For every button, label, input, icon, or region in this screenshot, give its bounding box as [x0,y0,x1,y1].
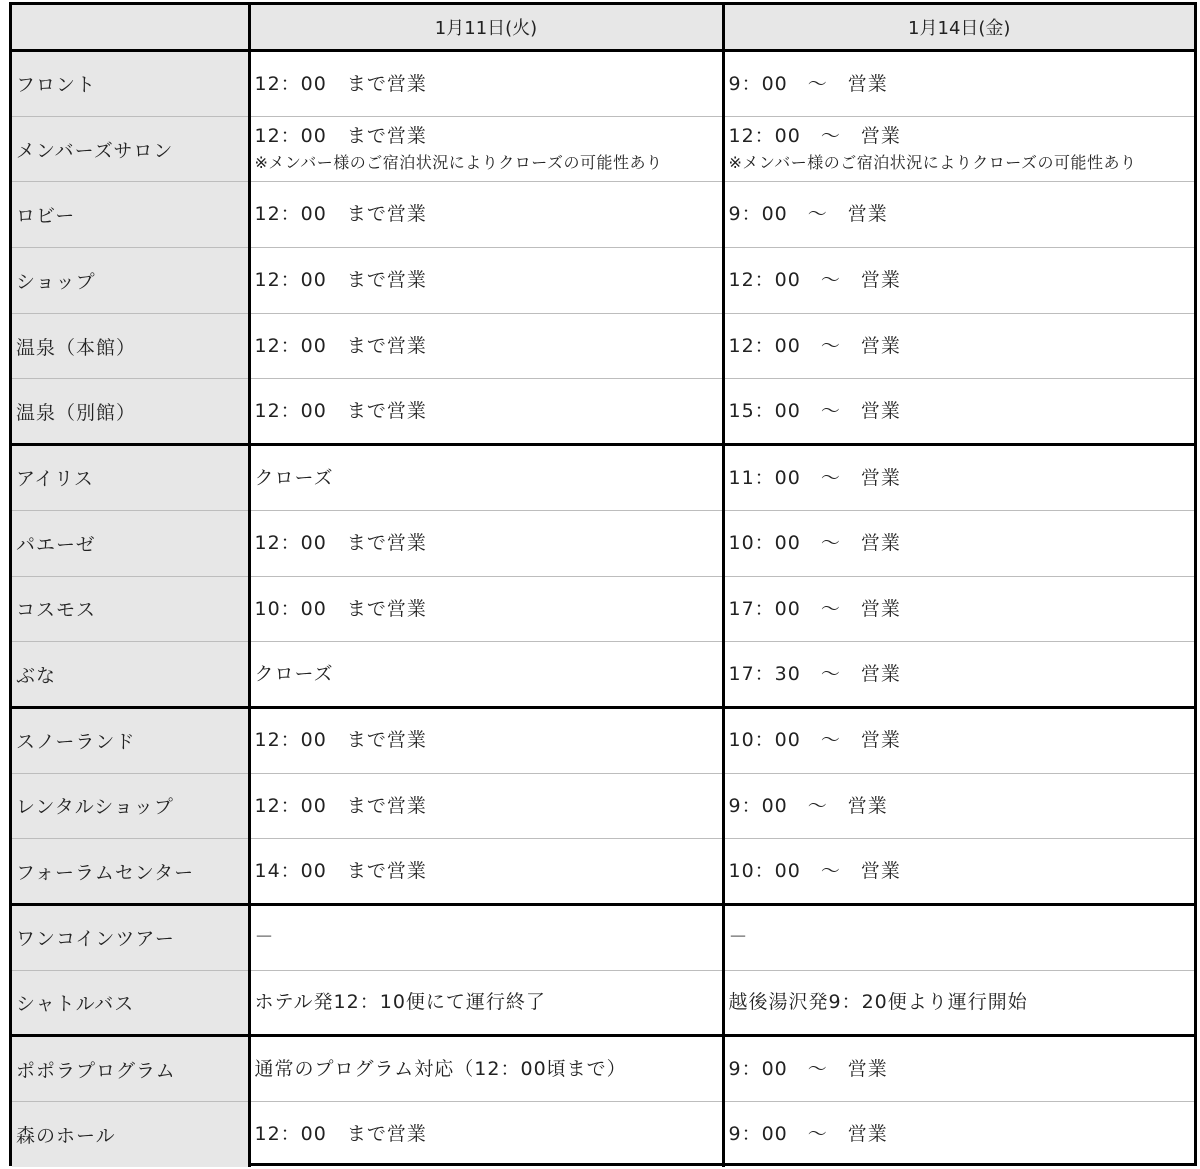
hours-text: 12：00 まで営業 [254,269,427,292]
facility-name: ショップ [12,248,249,314]
hours-text: 14：00 まで営業 [254,859,427,882]
hours-text: 10：00 ～ 営業 [728,729,901,752]
hours-text: 12：00 まで営業 [254,334,427,357]
facility-name: シャトルバス [12,970,249,1036]
facility-name: 森のホール [12,1102,249,1168]
hours-day-1 [249,379,723,445]
hours-day-1 [249,313,723,379]
facility-name: メンバーズサロン [12,116,249,182]
hours-day-1 [249,445,723,511]
hours-text: 10：00 まで営業 [254,597,427,620]
hours-text: 12：00 まで営業 [254,124,427,147]
facility-name: フォーラムセンター [12,839,249,905]
facility-name: レンタルショップ [12,773,249,839]
hours-text: 9：00 ～ 営業 [728,203,888,226]
facility-name: 温泉（別館） [12,379,249,445]
hours-day-2 [723,182,1194,248]
hours-day-1 [249,1036,723,1102]
facility-hours-table [12,5,1194,1167]
hours-day-2 [723,642,1194,708]
facility-name: パエーゼ [12,510,249,576]
hours-text: クローズ [254,466,334,489]
hours-day-1 [249,182,723,248]
hours-text: 9：00 ～ 営業 [728,1057,888,1080]
hours-day-1 [249,970,723,1036]
hours-day-1 [249,904,723,970]
hours-day-1 [249,116,723,182]
hours-text: 12：00 まで営業 [254,203,427,226]
hours-day-2 [723,313,1194,379]
table-row [12,642,1194,708]
schedule-sheet [9,2,1197,1166]
header-date-1: 1月11日(火) [249,5,723,51]
table-row [12,379,1194,445]
hours-day-1 [249,1102,723,1168]
table-row [12,576,1194,642]
hours-day-1 [249,576,723,642]
facility-name: ポポラプログラム [12,1036,249,1102]
facility-name: ワンコインツアー [12,904,249,970]
hours-day-2 [723,1102,1194,1168]
hours-text: 10：00 ～ 営業 [728,531,901,554]
hours-text: 12：00 まで営業 [254,1123,427,1146]
hours-day-1 [249,707,723,773]
hours-day-1 [249,51,723,117]
facility-name: ぶな [12,642,249,708]
hours-text: 12：00 ～ 営業 [728,334,901,357]
hours-day-1 [249,510,723,576]
hours-text: 12：00 まで営業 [254,72,427,95]
table-row [12,248,1194,314]
header-row [12,5,1194,51]
hours-text: 10：00 ～ 営業 [728,859,901,882]
hours-text: 越後湯沢発9：20便より運行開始 [728,991,1028,1014]
hours-day-2 [723,379,1194,445]
hours-day-2 [723,839,1194,905]
facility-name: スノーランド [12,707,249,773]
hours-day-2 [723,773,1194,839]
hours-text: 17：00 ～ 営業 [728,597,901,620]
hours-day-2 [723,445,1194,511]
table-row [12,313,1194,379]
hours-day-2 [723,707,1194,773]
hours-text: 12：00 まで営業 [254,399,427,422]
hours-day-1 [249,773,723,839]
hours-day-2 [723,248,1194,314]
hours-text: 12：00 ～ 営業 [728,269,901,292]
hours-day-2 [723,116,1194,182]
table-row [12,116,1194,182]
hours-text: 通常のプログラム対応（12：00頃まで） [254,1057,627,1080]
hours-day-1 [249,839,723,905]
header-date-2: 1月14日(金) [723,5,1194,51]
facility-name: 温泉（本館） [12,313,249,379]
hours-text: 17：30 ～ 営業 [728,662,901,685]
hours-text: 11：00 ～ 営業 [728,466,901,489]
hours-day-2 [723,904,1194,970]
table-row [12,707,1194,773]
hours-day-2 [723,510,1194,576]
hours-text: ホテル発12：10便にて運行終了 [254,991,546,1014]
hours-text: 9：00 ～ 営業 [728,794,888,817]
hours-day-2 [723,1036,1194,1102]
hours-text: 9：00 ～ 営業 [728,72,888,95]
hours-day-2 [723,970,1194,1036]
hours-text: 12：00 まで営業 [254,794,427,817]
table-row [12,182,1194,248]
hours-text: 12：00 ～ 営業 [728,124,901,147]
hours-day-1 [249,642,723,708]
hours-text: 12：00 まで営業 [254,729,427,752]
table-row [12,510,1194,576]
facility-name: コスモス [12,576,249,642]
header-corner-cell [12,5,249,51]
hours-day-1 [249,248,723,314]
hours-text: 12：00 まで営業 [254,531,427,554]
hours-text: － [254,926,275,949]
hours-text: － [728,926,749,949]
hours-text: クローズ [254,662,334,685]
table-row [12,445,1194,511]
hours-text: 9：00 ～ 営業 [728,1123,888,1146]
table-row [12,773,1194,839]
table-row [12,1036,1194,1102]
table-row [12,51,1194,117]
facility-name: フロント [12,51,249,117]
hours-note: ※メンバー様のご宿泊状況によりクローズの可能性あり [728,153,1137,173]
hours-note: ※メンバー様のご宿泊状況によりクローズの可能性あり [254,153,663,173]
table-row [12,1102,1194,1168]
hours-day-2 [723,51,1194,117]
facility-name: ロビー [12,182,249,248]
facility-name: アイリス [12,445,249,511]
table-row [12,839,1194,905]
hours-text: 15：00 ～ 営業 [728,399,901,422]
table-row [12,904,1194,970]
hours-day-2 [723,576,1194,642]
table-row [12,970,1194,1036]
